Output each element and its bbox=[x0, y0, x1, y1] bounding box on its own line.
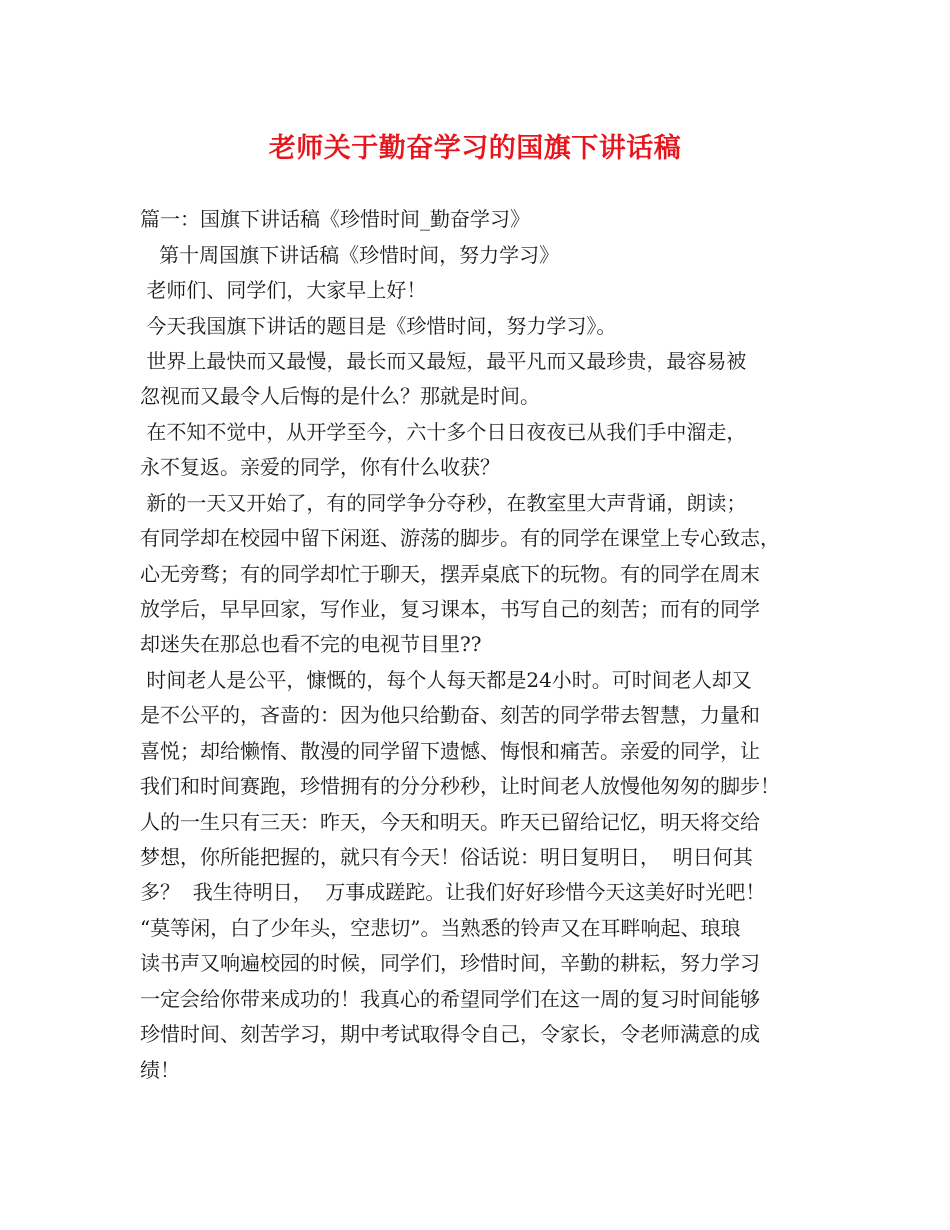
text-line: 是不公平的，吝啬的：因为他只给勤奋、刻苦的同学带去智慧，力量和 bbox=[140, 703, 760, 727]
document-title: 老师关于勤奋学习的国旗下讲话稿 bbox=[268, 133, 682, 164]
text-line: 梦想，你所能把握的，就只有今天！俗话说：明日复明日， 明日何其 bbox=[140, 845, 753, 869]
text-line: “莫等闲，白了少年头，空悲切”。当熟悉的铃声又在耳畔响起、琅琅 bbox=[140, 916, 741, 940]
text-line: 世界上最快而又最慢，最长而又最短，最平凡而又最珍贵，最容易被 bbox=[140, 349, 747, 373]
text-line: 珍惜时间、刻苦学习，期中考试取得令自己，令家长，令老师满意的成 bbox=[140, 1022, 760, 1046]
text-line: 有同学却在校园中留下闲逛、游荡的脚步。有的同学在课堂上专心致志， bbox=[140, 526, 780, 550]
text-line: 第十周国旗下讲话稿《珍惜时间，努力学习》 bbox=[140, 243, 560, 267]
text-line: 在不知不觉中，从开学至今，六十多个日日夜夜已从我们手中溜走， bbox=[140, 420, 747, 444]
text-line: 放学后，早早回家，写作业，复习课本，书写自己的刻苦；而有的同学 bbox=[140, 597, 760, 621]
text-line: 却迷失在那总也看不完的电视节目里?? bbox=[140, 632, 482, 656]
text-line: 我们和时间赛跑，珍惜拥有的分分秒秒，让时间老人放慢他匆匆的脚步！ bbox=[140, 774, 780, 798]
text-line: 忽视而又最令人后悔的是什么？那就是时间。 bbox=[140, 384, 540, 408]
text-line: 新的一天又开始了，有的同学争分夺秒，在教室里大声背诵，朗读； bbox=[140, 491, 747, 515]
text-line: 多？ 我生待明日， 万事成蹉跎。让我们好好珍惜今天这美好时光吧！ bbox=[140, 880, 766, 904]
text-line: 老师们、同学们，大家早上好！ bbox=[140, 278, 427, 302]
text-line: 一定会给你带来成功的！我真心的希望同学们在这一周的复习时间能够 bbox=[140, 987, 760, 1011]
text-line: 永不复返。亲爱的同学，你有什么收获？ bbox=[140, 455, 500, 479]
text-line: 读书声又响遍校园的时候，同学们，珍惜时间，辛勤的耕耘，努力学习 bbox=[140, 951, 760, 975]
text-line: 心无旁骛；有的同学却忙于聊天，摆弄桌底下的玩物。有的同学在周末 bbox=[140, 562, 760, 586]
text-line: 时间老人是公平，慷慨的，每个人每天都是24小时。可时间老人却又 bbox=[140, 668, 752, 692]
text-line: 今天我国旗下讲话的题目是《珍惜时间，努力学习》。 bbox=[140, 314, 617, 338]
text-line: 人的一生只有三天：昨天，今天和明天。昨天已留给记忆，明天将交给 bbox=[140, 810, 760, 834]
text-line: 篇一：国旗下讲话稿《珍惜时间_勤奋学习》 bbox=[140, 207, 530, 231]
text-line: 喜悦；却给懒惰、散漫的同学留下遗憾、悔恨和痛苦。亲爱的同学，让 bbox=[140, 739, 760, 763]
text-line: 绩！ bbox=[140, 1058, 180, 1082]
